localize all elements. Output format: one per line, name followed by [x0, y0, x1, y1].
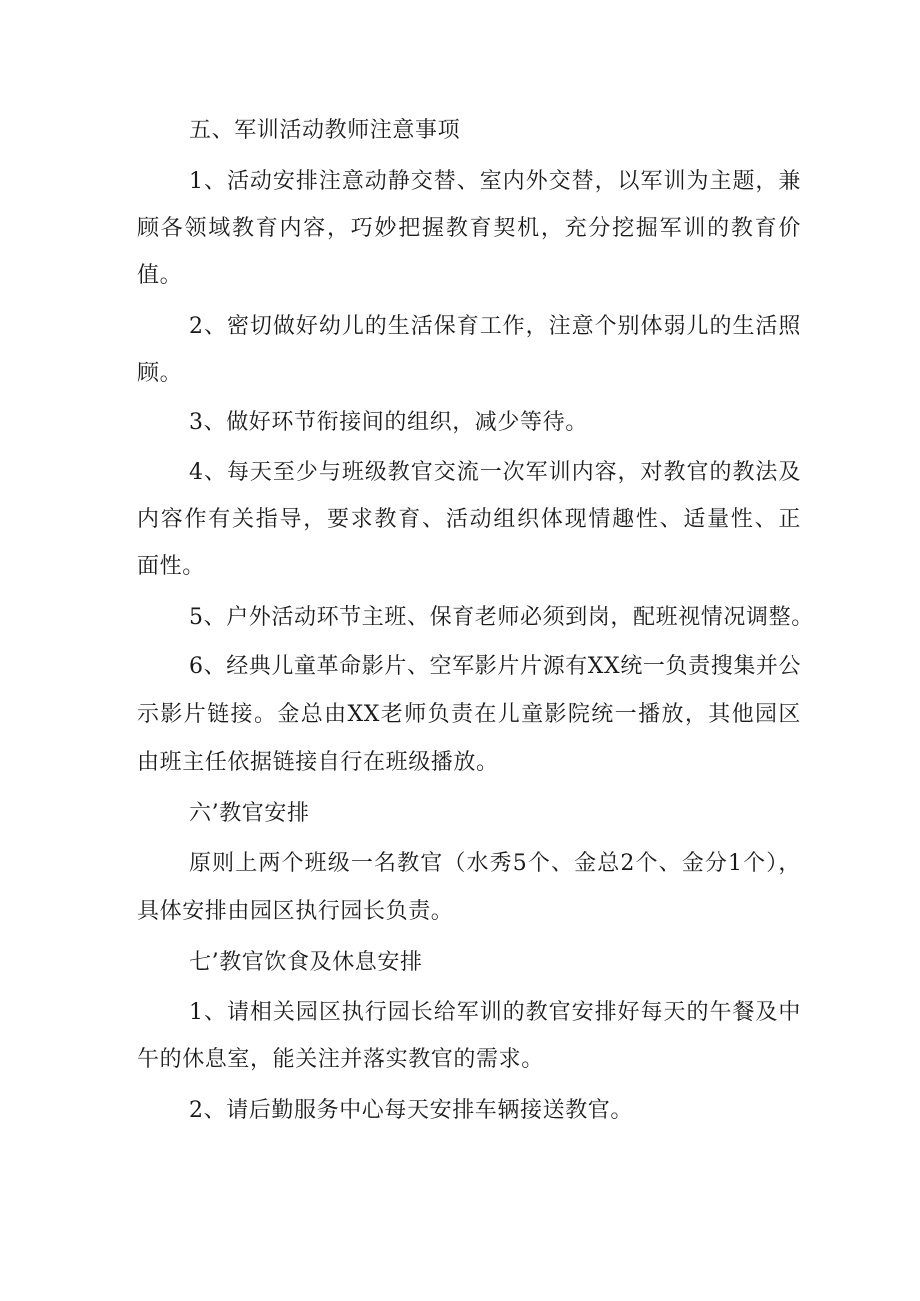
s5-item2-line1: 2、密切做好幼儿的生活保育工作，注意个别体弱儿的生活照 — [189, 314, 801, 339]
s5-item6-line2: 示影片链接。金总由XX老师负责在儿童影院统一播放，其他园区 — [137, 702, 801, 727]
s6-p1-line2: 具体安排由园区执行园长负责。 — [137, 899, 454, 924]
s5-item2-line2: 顾。 — [137, 361, 183, 386]
s5-item6-line3: 由班主任依据链接自行在班级播放。 — [137, 750, 499, 775]
s5-item5-line1: 5、户外活动环节主班、保育老师必须到岗，配班视情况调整。 — [189, 605, 814, 630]
s5-item1-line2: 顾各领域教育内容，巧妙把握教育契机，充分挖掘军训的教育价 — [137, 216, 801, 241]
section-7-heading: 七’教官饮食及休息安排 — [189, 950, 423, 975]
s5-item4-line1: 4、每天至少与班级教官交流一次军训内容，对教官的教法及 — [189, 460, 801, 485]
section-5-heading: 五、军训活动教师注意事项 — [189, 118, 461, 143]
s5-item1-line1: 1、活动安排注意动静交替、室内外交替，以军训为主题，兼 — [189, 169, 801, 194]
s5-item4-line3: 面性。 — [137, 554, 205, 579]
s5-item4-line2: 内容作有关指导，要求教育、活动组织体现情趣性、适量性、正 — [137, 507, 801, 532]
s7-item1-line1: 1、请相关园区执行园长给军训的教官安排好每天的午餐及中 — [189, 1000, 801, 1025]
s5-item1-line3: 值。 — [137, 263, 183, 288]
s5-item3-line1: 3、做好环节衔接间的组织，减少等待。 — [189, 410, 588, 435]
s6-p1-line1: 原则上两个班级一名教官（水秀5个、金总2个、金分1个）， — [189, 851, 801, 876]
section-6-heading: 六’教官安排 — [189, 801, 310, 826]
s7-item2-line1: 2、请后勤服务中心每天安排车辆接送教官。 — [189, 1098, 633, 1123]
s5-item6-line1: 6、经典儿童革命影片、空军影片片源有XX统一负责搜集并公 — [189, 654, 802, 679]
s7-item1-line2: 午的休息室，能关注并落实教官的需求。 — [137, 1047, 544, 1072]
